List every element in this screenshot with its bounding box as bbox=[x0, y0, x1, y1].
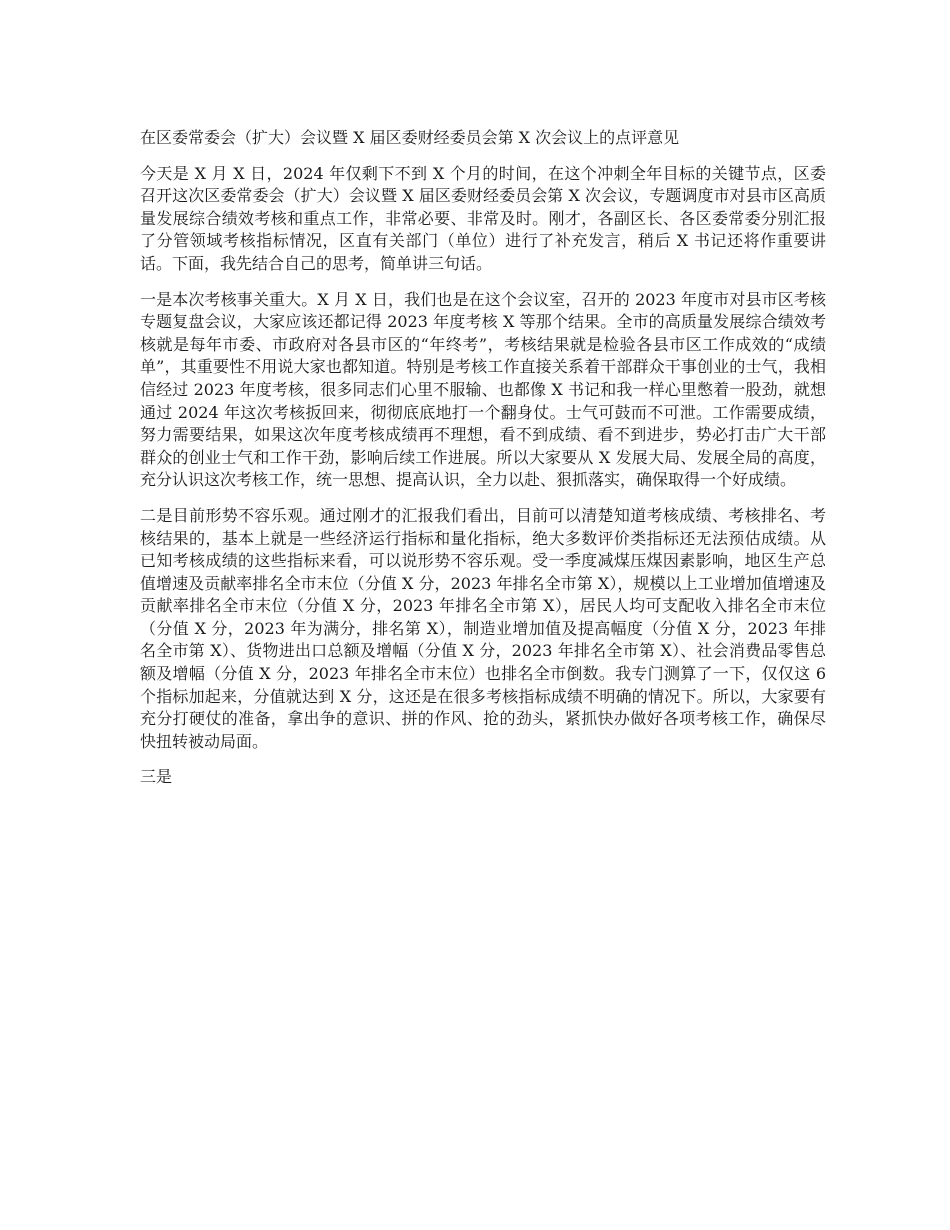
paragraph-opening: 今天是 X 月 X 日，2024 年仅剩下不到 X 个月的时间，在这个冲刺全年目标的关键节点，区委召开这次区委常委会（扩大）会议暨 X 届区委财经委员会第 X 次会议，专题调度市对县市区高质量发展综合绩效考核和重点工作，非常必要、非常及时。刚才，各副区长、各区委常委分别汇报了分管领域考核指标情况，区直有关部门（单位）进行了补充发言，稍后 X 书记还将作重要讲话。下面，我先结合自己的思考，简单讲三句话。 bbox=[140, 163, 826, 273]
paragraph-point-one: 一是本次考核事关重大。X 月 X 日，我们也是在这个会议室，召开的 2023 年度市对县市区考核专题复盘会议，大家应该还都记得 2023 年度考核 X 等那个结果。全市的高质量发展综合绩效考核就是每年市委、市政府对各县市区的“年终考”，考核结果就是检验各县市区工作成效的“成绩单”，其重要性不用说大家也都知道。特别是考核工作直接关系着干部群众干事创业的士气，我相信经过 2023 年度考核，很多同志们心里不服输、也都像 X 书记和我一样心里憋着一股劲，就想通过 2024 年这次考核扳回来，彻彻底底地打一个翻身仗。士气可鼓而不可泄。工作需要成绩，努力需要结果，如果这次年度考核成绩再不理想，看不到成绩、看不到进步，势必打击广大干部群众的创业士气和工作干劲，影响后续工作进展。所以大家要从 X 发展大局、发展全局的高度，充分认识这次考核工作，统一思想、提高认识，全力以赴、狠抓落实，确保取得一个好成绩。 bbox=[140, 289, 826, 490]
document-page bbox=[140, 127, 826, 802]
paragraph-point-two: 二是目前形势不容乐观。通过刚才的汇报我们看出，目前可以清楚知道考核成绩、考核排名、考核结果的，基本上就是一些经济运行指标和量化指标，绝大多数评价类指标还无法预估成绩。从已知考核成绩的这些指标来看，可以说形势不容乐观。受一季度减煤压煤因素影响，地区生产总值增速及贡献率排名全市末位（分值 X 分，2023 年排名全市第 X），规模以上工业增加值增速及贡献率排名全市末位（分值 X 分，2023 年排名全市第 X），居民人均可支配收入排名全市末位（分值 X 分，2023 年为满分，排名第 X），制造业增加值及提高幅度（分值 X 分，2023 年排名全市第 X）、货物进出口总额及增幅（分值 X 分，2023 年排名全市第 X）、社会消费品零售总额及增幅（分值 X 分，2023 年排名全市末位）也排名全市倒数。我专门测算了一下，仅仅这 6 个指标加起来，分值就达到 X 分，这还是在很多考核指标成绩不明确的情况下。所以，大家要有充分打硬仗的准备，拿出争的意识、拼的作风、抢的劲头，紧抓快办做好各项考核工作，确保尽快扭转被动局面。 bbox=[140, 505, 826, 751]
document-title: 在区委常委会（扩大）会议暨 X 届区委财经委员会第 X 次会议上的点评意见 bbox=[140, 128, 680, 147]
paragraph-point-three: 三是 bbox=[140, 767, 173, 787]
